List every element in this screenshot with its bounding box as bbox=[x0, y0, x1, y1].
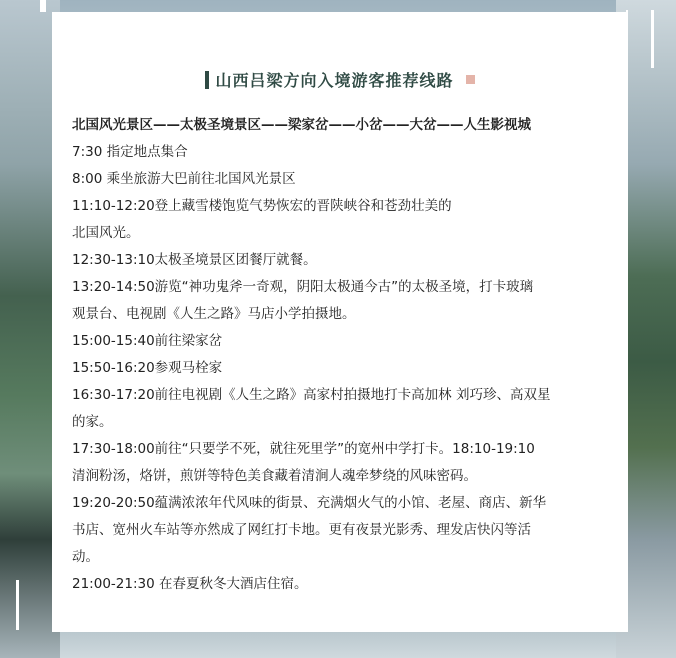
itinerary-line: 15:50-16:20参观马栓家 bbox=[72, 360, 223, 376]
itinerary-line: 12:30-13:10太极圣境景区团餐厅就餐。 bbox=[72, 252, 317, 268]
itinerary-line: 清涧粉汤，烙饼，煎饼等特色美食藏着清涧人魂牵梦绕的风味密码。 bbox=[72, 468, 477, 484]
title-bar-decoration bbox=[205, 71, 209, 89]
decorative-line-top-left bbox=[40, 0, 46, 12]
decorative-line-bottom-left bbox=[16, 580, 19, 630]
itinerary-line: 书店、宽州火车站等亦然成了网红打卡地。更有夜景光影秀、理发店快闪等活 bbox=[72, 522, 531, 538]
content-card bbox=[52, 12, 628, 632]
itinerary-line: 17:30-18:00前往“只要学不死，就往死里学”的宽州中学打卡。18:10-19:10 bbox=[72, 441, 535, 457]
itinerary-line: 21:00-21:30 在春夏秋冬大酒店住宿。 bbox=[72, 576, 308, 592]
decorative-line-top-right bbox=[651, 10, 654, 68]
title-square-decoration bbox=[466, 75, 475, 84]
itinerary-content bbox=[72, 112, 612, 598]
itinerary-line: 动。 bbox=[72, 549, 99, 565]
itinerary-line: 的家。 bbox=[72, 414, 113, 430]
title-block bbox=[52, 68, 628, 91]
itinerary-line: 13:20-14:50游览“神功鬼斧一奇观，阴阳太极通今古”的太极圣境，打卡玻璃 bbox=[72, 279, 534, 295]
itinerary-line: 16:30-17:20前往电视剧《人生之路》高家村拍摄地打卡高加林 刘巧珍、高双星 bbox=[72, 387, 551, 403]
route-summary: 北国风光景区——太极圣境景区——梁家岔——小岔——大岔——人生影视城 bbox=[72, 117, 531, 133]
page-title: 山西吕梁方向入境游客推荐线路 bbox=[215, 71, 454, 90]
background-left bbox=[0, 0, 60, 658]
itinerary-line: 8:00 乘坐旅游大巴前往北国风光景区 bbox=[72, 171, 296, 187]
itinerary-line: 19:20-20:50蕴满浓浓年代风味的街景、充满烟火气的小馆、老屋、商店、新华 bbox=[72, 495, 547, 511]
itinerary-line: 11:10-12:20登上藏雪楼饱览气势恢宏的晋陕峡谷和苍劲壮美的 bbox=[72, 198, 452, 214]
itinerary-line: 北国风光。 bbox=[72, 225, 140, 241]
itinerary-line: 15:00-15:40前往梁家岔 bbox=[72, 333, 223, 349]
itinerary-line: 7:30 指定地点集合 bbox=[72, 144, 188, 160]
itinerary-line: 观景台、电视剧《人生之路》马店小学拍摄地。 bbox=[72, 306, 356, 322]
